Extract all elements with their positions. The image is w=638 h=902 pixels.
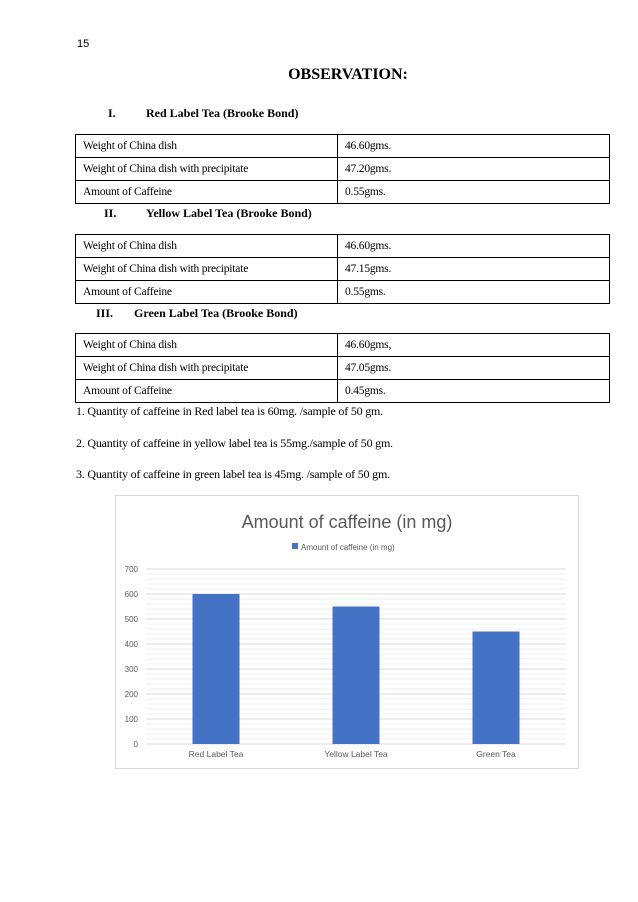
y-tick-label: 300 bbox=[124, 665, 138, 674]
row-label: Amount of Caffeine bbox=[76, 181, 338, 204]
row-label: Weight of China dish with precipitate bbox=[76, 357, 338, 380]
row-value: 0.45gms. bbox=[338, 380, 610, 403]
section-title: Red Label Tea (Brooke Bond) bbox=[146, 106, 299, 120]
section-numeral: I. bbox=[108, 106, 116, 120]
page-title: OBSERVATION: bbox=[288, 66, 408, 83]
row-label: Weight of China dish with precipitate bbox=[76, 258, 338, 281]
table-row bbox=[76, 380, 610, 403]
chart-x-axis bbox=[189, 749, 516, 759]
y-tick-label: 600 bbox=[124, 590, 138, 599]
section-heading-red bbox=[108, 106, 298, 121]
section-numeral: II. bbox=[104, 206, 117, 220]
table-row bbox=[76, 334, 610, 357]
row-label: Weight of China dish bbox=[76, 135, 338, 158]
row-value: 47.20gms. bbox=[338, 158, 610, 181]
row-value: 46.60gms. bbox=[338, 135, 610, 158]
row-value: 46.60gms, bbox=[338, 334, 610, 357]
statement-green: 3. Quantity of caffeine in green label tea is 45mg. /sample of 50 gm. bbox=[76, 467, 390, 481]
y-tick-label: 700 bbox=[124, 565, 138, 574]
chart-canvas bbox=[116, 496, 578, 768]
section-heading-yellow bbox=[104, 206, 312, 221]
row-label: Amount of Caffeine bbox=[76, 380, 338, 403]
yellow-label-table bbox=[75, 234, 610, 304]
table-row bbox=[76, 235, 610, 258]
table-row bbox=[76, 281, 610, 304]
row-value: 47.05gms. bbox=[338, 357, 610, 380]
table-row bbox=[76, 258, 610, 281]
row-value: 0.55gms. bbox=[338, 281, 610, 304]
row-label: Weight of China dish with precipitate bbox=[76, 158, 338, 181]
statement-yellow: 2. Quantity of caffeine in yellow label tea is 55mg./sample of 50 gm. bbox=[76, 436, 393, 450]
green-label-table bbox=[75, 333, 610, 403]
chart-y-axis bbox=[125, 565, 139, 749]
section-title: Green Label Tea (Brooke Bond) bbox=[134, 306, 298, 320]
y-tick-label: 500 bbox=[124, 615, 138, 624]
statement-red: 1. Quantity of caffeine in Red label tea is 60mg. /sample of 50 gm. bbox=[76, 404, 383, 418]
y-tick-label: 200 bbox=[124, 690, 138, 699]
x-tick-label: Yellow Label Tea bbox=[324, 749, 388, 759]
table-row bbox=[76, 158, 610, 181]
legend-swatch bbox=[292, 543, 298, 549]
y-tick-label: 100 bbox=[124, 715, 138, 724]
chart-bar bbox=[473, 632, 520, 745]
chart-bar bbox=[193, 594, 240, 744]
legend-label: Amount of caffeine (in mg) bbox=[301, 543, 395, 552]
x-tick-label: Green Tea bbox=[476, 749, 516, 759]
row-label: Weight of China dish bbox=[76, 235, 338, 258]
red-label-table bbox=[75, 134, 610, 204]
row-label: Amount of Caffeine bbox=[76, 281, 338, 304]
x-tick-label: Red Label Tea bbox=[188, 749, 244, 759]
row-value: 47.15gms. bbox=[338, 258, 610, 281]
section-heading-green bbox=[96, 306, 298, 321]
y-tick-label: 400 bbox=[124, 640, 138, 649]
table-row bbox=[76, 135, 610, 158]
page-number: 15 bbox=[77, 38, 90, 50]
row-value: 46.60gms. bbox=[338, 235, 610, 258]
section-title: Yellow Label Tea (Brooke Bond) bbox=[146, 206, 312, 220]
y-tick-label: 0 bbox=[133, 740, 138, 749]
section-numeral: III. bbox=[96, 306, 114, 320]
table-row bbox=[76, 181, 610, 204]
caffeine-chart bbox=[115, 495, 579, 769]
row-label: Weight of China dish bbox=[76, 334, 338, 357]
chart-title: Amount of caffeine (in mg) bbox=[241, 512, 453, 532]
row-value: 0.55gms. bbox=[338, 181, 610, 204]
table-row bbox=[76, 357, 610, 380]
chart-legend bbox=[292, 543, 395, 552]
chart-bar bbox=[333, 607, 380, 745]
